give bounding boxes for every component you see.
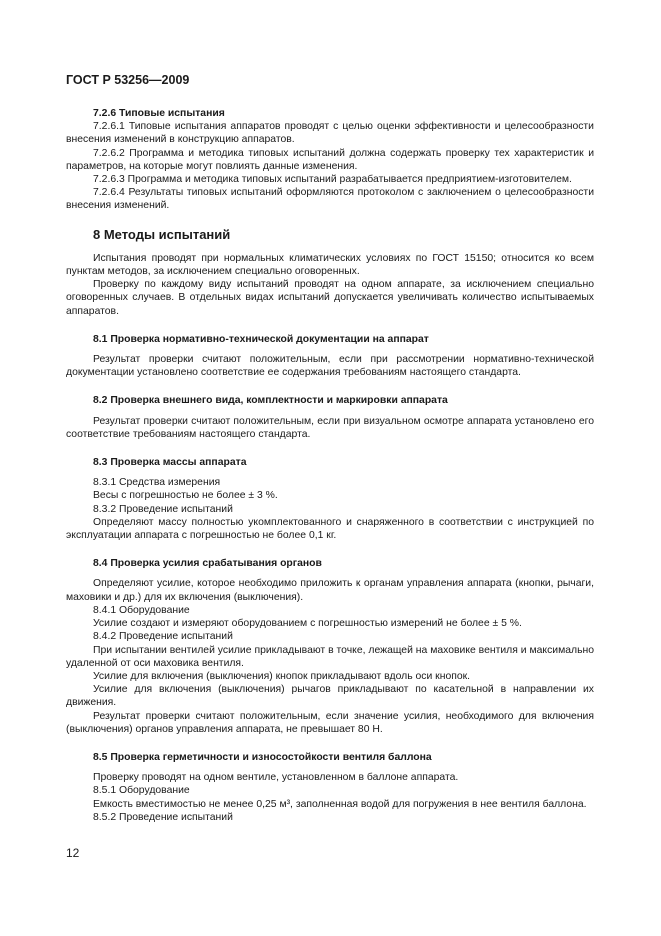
- paragraph: Емкость вместимостью не менее 0,25 м³, заполненная водой для погружения в нее вентиля баллона.: [93, 798, 587, 810]
- subsection-heading-8-2: 8.2 Проверка внешнего вида, комплектности и маркировки аппарата: [93, 395, 448, 407]
- subsection-heading-8-5: 8.5 Проверка герметичности и износостойкости вентиля баллона: [93, 751, 432, 763]
- paragraph: Усилие для включения (выключения) рычагов прикладывают по касательной в направлении их движения.: [66, 684, 594, 709]
- subsection-heading-8-4: 8.4 Проверка усилия срабатывания органов: [93, 558, 322, 570]
- paragraph: Усилие создают и измеряют оборудованием с погрешностью измерений не более ± 5 %.: [93, 618, 522, 630]
- paragraph: 7.2.6.1 Типовые испытания аппаратов проводят с целью оценки эффективности и целесообразности внесения изменений в конструкцию аппаратов.: [66, 121, 594, 146]
- page-number: 12: [66, 846, 80, 860]
- paragraph: Проверку по каждому виду испытаний проводят на одном аппарате, за исключением специально оговоренных случаев. В отдельных видах испытаний допускается увеличивать количество испытываемых аппаратов.: [66, 279, 594, 317]
- paragraph: Усилие для включения (выключения) кнопок прикладывают вдоль оси кнопок.: [93, 670, 471, 682]
- paragraph: 8.3.1 Средства измерения: [93, 477, 221, 489]
- subsection-heading-7-2-6: 7.2.6 Типовые испытания: [93, 108, 225, 119]
- document-header: ГОСТ Р 53256—2009: [66, 73, 190, 87]
- paragraph: Определяют массу полностью укомплектованного и снаряженного в соответствии с инструкцией по эксплуатации аппарата с погрешностью не более 0,1 кг.: [66, 516, 594, 542]
- paragraph: Результат проверки считают положительным, если при визуальном осмотре аппарата установлено его соответствие требованиям настоящего стандарта.: [66, 415, 594, 440]
- paragraph: При испытании вентилей усилие прикладывают в точке, лежащей на маховике вентиля и максимально удаленной от оси маховика вентиля.: [66, 644, 594, 669]
- paragraph: Определяют усилие, которое необходимо приложить к органам управления аппарата (кнопки, рычаги, маховики и др.) для их включения (выключения).: [66, 578, 594, 603]
- subsection-heading-8-1: 8.1 Проверка нормативно-технической документации на аппарат: [93, 333, 429, 345]
- paragraph: Результат проверки считают положительным, если значение усилия, необходимого для включения (выключения) органов управления аппарата, не превышает 80 Н.: [66, 710, 594, 735]
- paragraph: 7.2.6.4 Результаты типовых испытаний оформляются протоколом с заключением о целесообразности внесения изменений.: [66, 187, 594, 212]
- subsection-heading-8-3: 8.3 Проверка массы аппарата: [93, 457, 247, 469]
- paragraph: 8.4.2 Проведение испытаний: [93, 631, 233, 643]
- document-body: [66, 107, 594, 824]
- paragraph: Испытания проводят при нормальных климатических условиях по ГОСТ 15150; относится ко всем пунктам методов, за исключением специально оговоренных.: [66, 252, 594, 278]
- paragraph: 8.4.1 Оборудование: [93, 604, 190, 616]
- paragraph: 8.5.1 Оборудование: [93, 785, 190, 797]
- section-heading-8: 8 Методы испытаний: [93, 226, 231, 242]
- paragraph: 7.2.6.2 Программа и методика типовых испытаний должна содержать проверку тех характеристик и параметров, на которые могут повлиять данные изменения.: [66, 147, 594, 172]
- paragraph: Проверку проводят на одном вентиле, установленном в баллоне аппарата.: [93, 772, 459, 784]
- paragraph: 8.5.2 Проведение испытаний: [93, 811, 233, 823]
- paragraph: Результат проверки считают положительным, если при рассмотрении нормативно-технической документации установлено соответствие ее содержания требованиям настоящего стандарта.: [66, 354, 594, 379]
- paragraph: 8.3.2 Проведение испытаний: [93, 503, 233, 515]
- paragraph: 7.2.6.3 Программа и методика типовых испытаний разрабатывается предприятием-изготовителем.: [93, 174, 572, 186]
- paragraph: Весы с погрешностью не более ± 3 %.: [93, 490, 278, 502]
